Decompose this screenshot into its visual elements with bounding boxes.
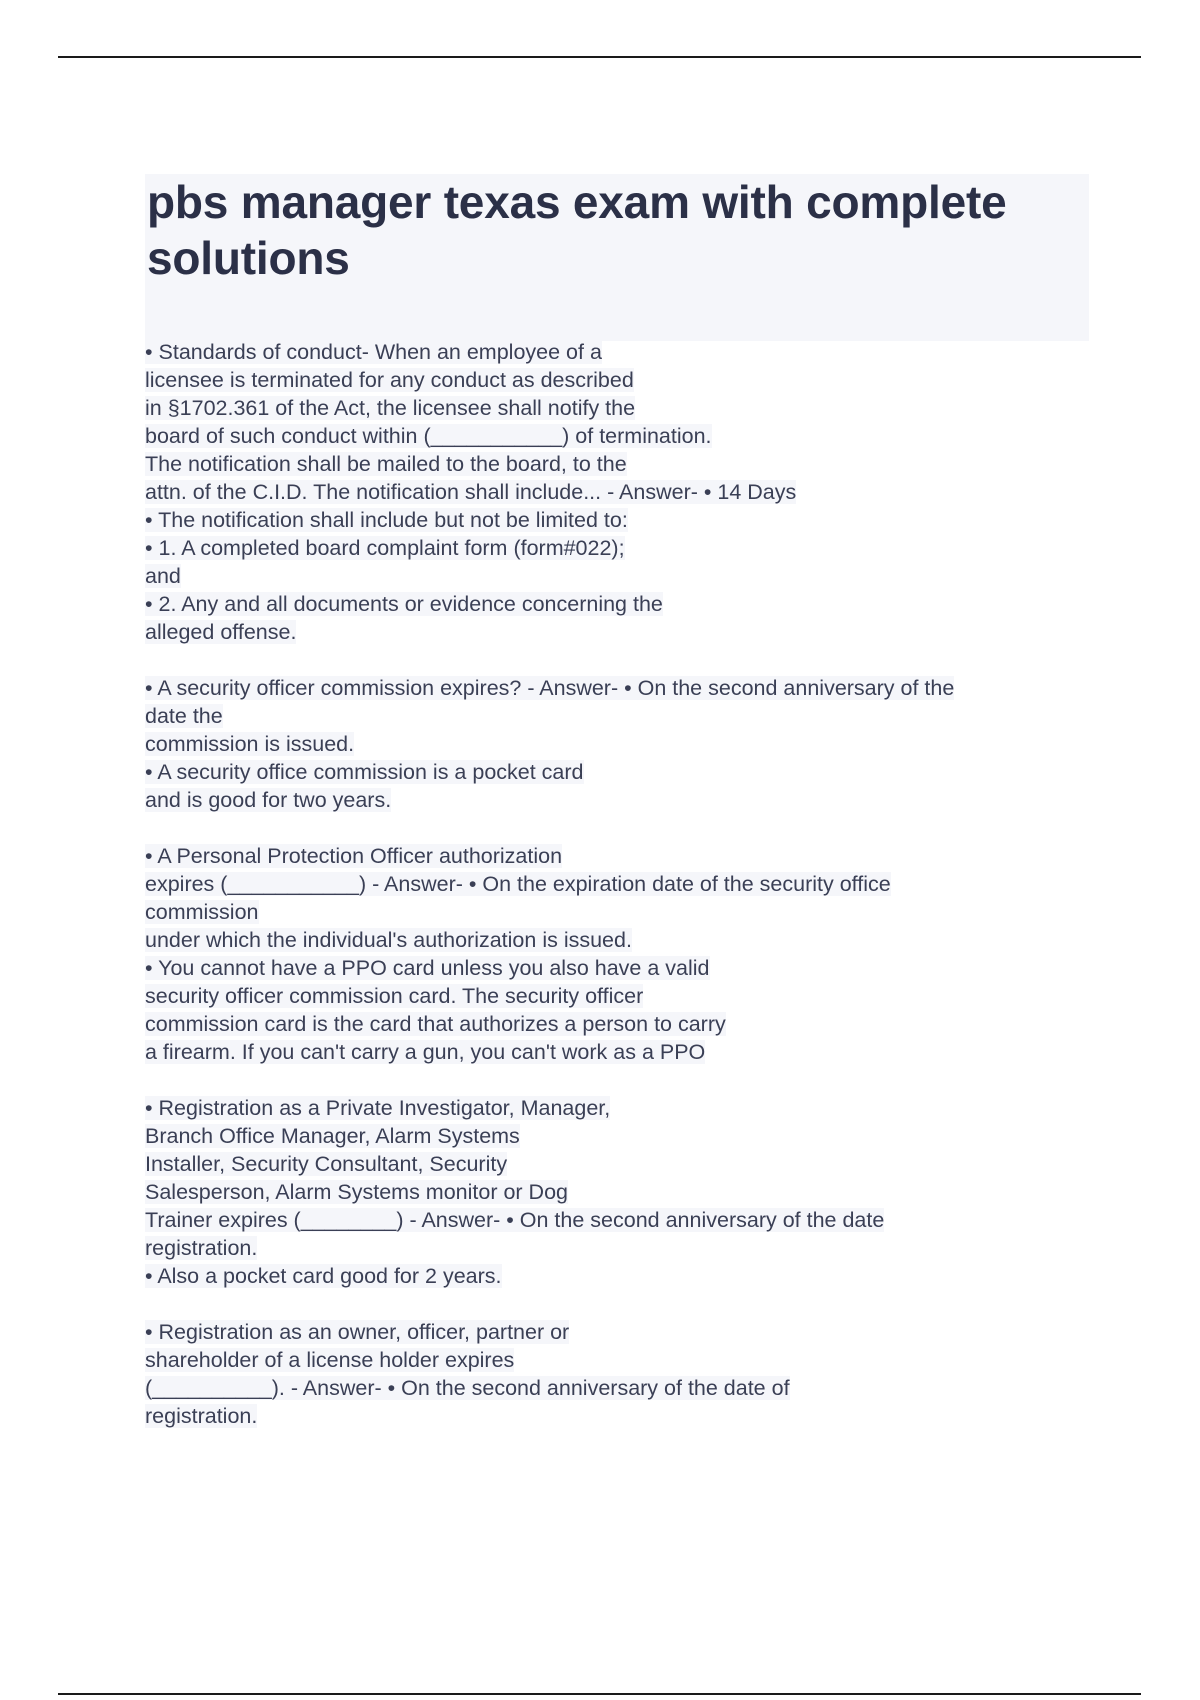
text-line-content: and <box>145 564 181 588</box>
text-line <box>145 1262 1085 1290</box>
text-line <box>145 786 1085 814</box>
qa-block <box>145 338 1085 646</box>
text-line <box>145 1150 1085 1178</box>
text-line-content: • Also a pocket card good for 2 years. <box>145 1264 502 1288</box>
text-line-content: commission card is the card that authorizes a person to carry <box>145 1012 726 1036</box>
text-line-content: • Registration as a Private Investigator, Manager, <box>145 1096 611 1120</box>
text-line-content: • The notification shall include but not be limited to: <box>145 508 628 532</box>
text-line-content: date the <box>145 704 223 728</box>
block-gap <box>145 1066 1085 1094</box>
text-line-content: • Standards of conduct- When an employee of a <box>145 340 602 364</box>
text-line <box>145 1010 1085 1038</box>
text-line <box>145 1318 1085 1346</box>
text-line-content: commission <box>145 900 259 924</box>
text-line <box>145 898 1085 926</box>
text-line-content: under which the individual's authorization is issued. <box>145 928 632 952</box>
block-gap <box>145 1290 1085 1318</box>
bottom-rule <box>58 1693 1141 1695</box>
text-line-content: • You cannot have a PPO card unless you also have a valid <box>145 956 710 980</box>
text-line <box>145 842 1085 870</box>
text-line <box>145 1374 1085 1402</box>
text-line-content: commission is issued. <box>145 732 355 756</box>
text-line-content: expires (___________) - Answer- • On the expiration date of the security office <box>145 872 891 896</box>
document-title <box>147 174 1089 286</box>
text-line <box>145 590 1085 618</box>
text-line <box>145 618 1085 646</box>
qa-block <box>145 674 1085 814</box>
text-line <box>145 758 1085 786</box>
text-line <box>145 674 1085 702</box>
text-line-content: Salesperson, Alarm Systems monitor or Dog <box>145 1180 568 1204</box>
document-body <box>145 338 1085 1430</box>
text-line-content: (__________). - Answer- • On the second anniversary of the date of <box>145 1376 790 1400</box>
text-line <box>145 1206 1085 1234</box>
text-line-content: attn. of the C.I.D. The notification shall include... - Answer- • 14 Days <box>145 480 797 504</box>
text-line-content: Trainer expires (________) - Answer- • On the second anniversary of the date <box>145 1208 885 1232</box>
text-line-content: security officer commission card. The security officer <box>145 984 644 1008</box>
title-line-1: pbs manager texas exam with complete <box>147 176 1007 228</box>
text-line-content: registration. <box>145 1404 258 1428</box>
text-line-content: • A security office commission is a pocket card <box>145 760 584 784</box>
title-block <box>145 174 1089 341</box>
qa-block <box>145 1318 1085 1430</box>
text-line <box>145 1346 1085 1374</box>
title-line-2: solutions <box>147 232 350 284</box>
text-line <box>145 1122 1085 1150</box>
block-gap <box>145 814 1085 842</box>
text-line <box>145 338 1085 366</box>
text-line-content: Branch Office Manager, Alarm Systems <box>145 1124 520 1148</box>
top-rule <box>58 56 1141 58</box>
text-line <box>145 1094 1085 1122</box>
text-line <box>145 1402 1085 1430</box>
text-line-content: a firearm. If you can't carry a gun, you can't work as a PPO <box>145 1040 706 1064</box>
text-line <box>145 422 1085 450</box>
text-line <box>145 870 1085 898</box>
text-line <box>145 478 1085 506</box>
text-line <box>145 702 1085 730</box>
text-line <box>145 450 1085 478</box>
text-line <box>145 982 1085 1010</box>
text-line-content: shareholder of a license holder expires <box>145 1348 515 1372</box>
text-line <box>145 394 1085 422</box>
text-line-content: • Registration as an owner, officer, partner or <box>145 1320 570 1344</box>
text-line-content: Installer, Security Consultant, Security <box>145 1152 508 1176</box>
text-line-content: • A security officer commission expires? - Answer- • On the second anniversary of the <box>145 676 955 700</box>
text-line <box>145 506 1085 534</box>
text-line-content: • 1. A completed board complaint form (form#022); <box>145 536 625 560</box>
text-line-content: • A Personal Protection Officer authorization <box>145 844 563 868</box>
text-line-content: • 2. Any and all documents or evidence concerning the <box>145 592 663 616</box>
text-line-content: registration. <box>145 1236 258 1260</box>
text-line <box>145 730 1085 758</box>
text-line-content: licensee is terminated for any conduct as described <box>145 368 634 392</box>
text-line <box>145 1234 1085 1262</box>
text-line <box>145 534 1085 562</box>
block-gap <box>145 646 1085 674</box>
text-line <box>145 954 1085 982</box>
text-line <box>145 1178 1085 1206</box>
qa-block <box>145 1094 1085 1290</box>
text-line-content: The notification shall be mailed to the board, to the <box>145 452 627 476</box>
text-line-content: in §1702.361 of the Act, the licensee shall notify the <box>145 396 636 420</box>
text-line-content: board of such conduct within (___________) of termination. <box>145 424 712 448</box>
text-line <box>145 366 1085 394</box>
text-line <box>145 562 1085 590</box>
text-line <box>145 926 1085 954</box>
text-line <box>145 1038 1085 1066</box>
text-line-content: alleged offense. <box>145 620 297 644</box>
qa-block <box>145 842 1085 1066</box>
text-line-content: and is good for two years. <box>145 788 392 812</box>
